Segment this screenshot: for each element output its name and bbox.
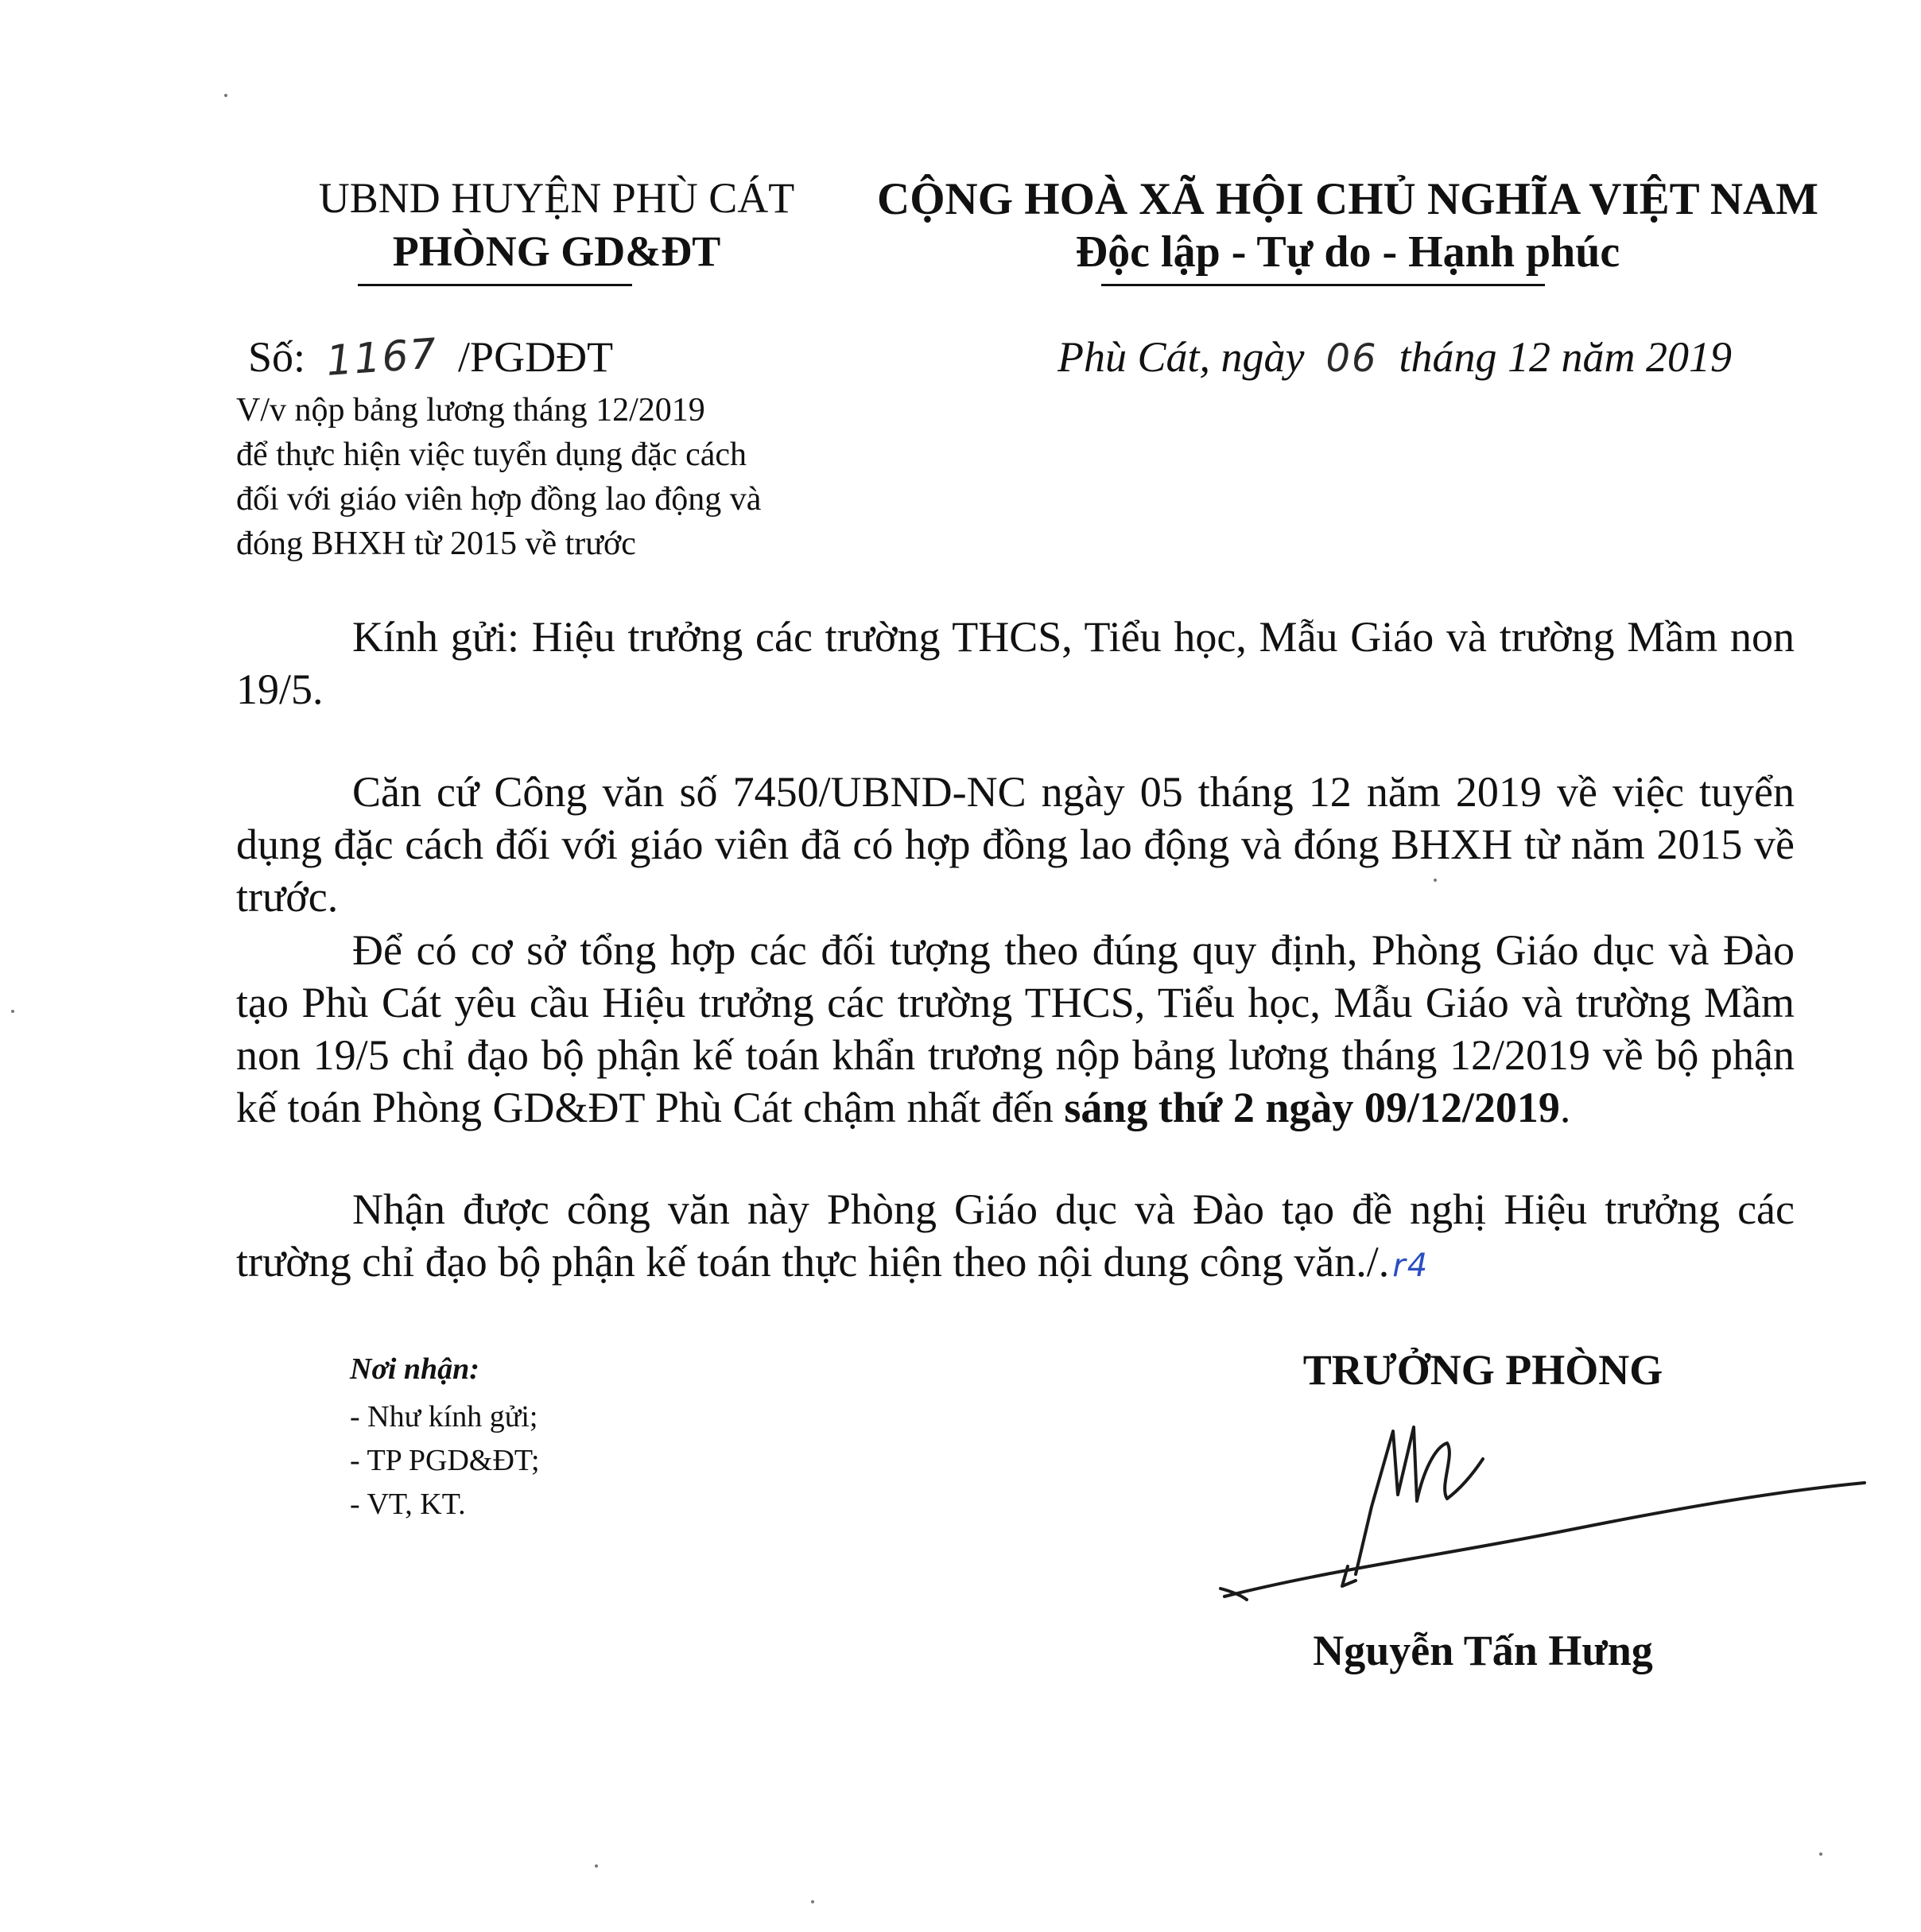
scan-speck [811, 1900, 814, 1903]
paragraph-request-text: Để có cơ sở tổng hợp các đối tượng theo đúng quy định, Phòng Giáo dục và Đào tạo Phù Cát yêu cầu Hiệu trưởng các trường THCS, Tiểu học, Mẫu Giáo và trường Mầm non 19/5 chỉ đạo bộ phận kế toán khẩn trương nộp bảng lương tháng 12/2019 về bộ phận kế toán Phòng GD&ĐT Phù Cát chậm nhất đến [236, 926, 1795, 1131]
scan-speck [11, 1010, 14, 1013]
date-line [1058, 332, 1732, 382]
subject-line: để thực hiện việc tuyển dụng đặc cách [236, 436, 747, 473]
document-number-prefix: Số: [248, 333, 306, 381]
recipient-item: - Như kính gửi; [350, 1400, 538, 1433]
paragraph-request-end: . [1559, 1084, 1571, 1131]
paragraph-basis: Căn cứ Công văn số 7450/UBND-NC ngày 05 tháng 12 năm 2019 về việc tuyển dụng đặc cách đối với giáo viên đã có hợp đồng lao động và đóng BHXH từ năm 2015 về trước. [236, 768, 1795, 921]
department-underline [358, 284, 632, 286]
handwritten-signature [1209, 1383, 1876, 1622]
department-name: PHÒNG GD&ĐT [392, 227, 721, 275]
paragraph-closing [236, 1183, 1795, 1292]
paragraph-closing-text: Nhận được công văn này Phòng Giáo dục và Đào tạo đề nghị Hiệu trưởng các trường chỉ đạo bộ phận kế toán thực hiện theo nội dung công văn./. [236, 1185, 1795, 1286]
signer-name: Nguyễn Tấn Hưng [1313, 1627, 1653, 1674]
recipient-item: - VT, KT. [350, 1488, 466, 1521]
national-motto: Độc lập - Tự do - Hạnh phúc [1075, 227, 1620, 277]
scan-speck [595, 1864, 598, 1868]
subject-line: đối với giáo viên hợp đồng lao động và [236, 481, 762, 518]
date-rest: tháng 12 năm 2019 [1399, 333, 1732, 381]
deadline-text: sáng thứ 2 ngày 09/12/2019 [1064, 1084, 1560, 1131]
document-number [248, 330, 614, 386]
motto-underline [1101, 284, 1545, 286]
subject-line: V/v nộp bảng lương tháng 12/2019 [236, 392, 705, 429]
date-place: Phù Cát, ngày [1058, 333, 1305, 381]
subject-line: đóng BHXH từ 2015 về trước [236, 526, 636, 562]
recipients-title: Nơi nhận: [350, 1352, 479, 1386]
scan-speck [1819, 1852, 1822, 1856]
salutation: Kính gửi: Hiệu trưởng các trường THCS, Tiểu học, Mẫu Giáo và trường Mầm non 19/5. [236, 613, 1795, 713]
paragraph-request [236, 924, 1795, 1134]
handwritten-day: 06 [1325, 336, 1378, 381]
national-title: CỘNG HOÀ XÃ HỘI CHỦ NGHĨA VIỆT NAM [877, 174, 1818, 224]
handwritten-initials: r4 [1392, 1247, 1430, 1284]
recipient-item: - TP PGD&ĐT; [350, 1444, 540, 1477]
subject-block [236, 388, 761, 566]
scan-speck [1434, 879, 1437, 882]
signer-position: TRƯỞNG PHÒNG [1302, 1346, 1663, 1394]
scan-speck [224, 94, 227, 97]
document-number-suffix: /PGDĐT [458, 333, 614, 381]
agency-name: UBND HUYỆN PHÙ CÁT [318, 174, 795, 222]
handwritten-number: 1167 [324, 330, 440, 386]
